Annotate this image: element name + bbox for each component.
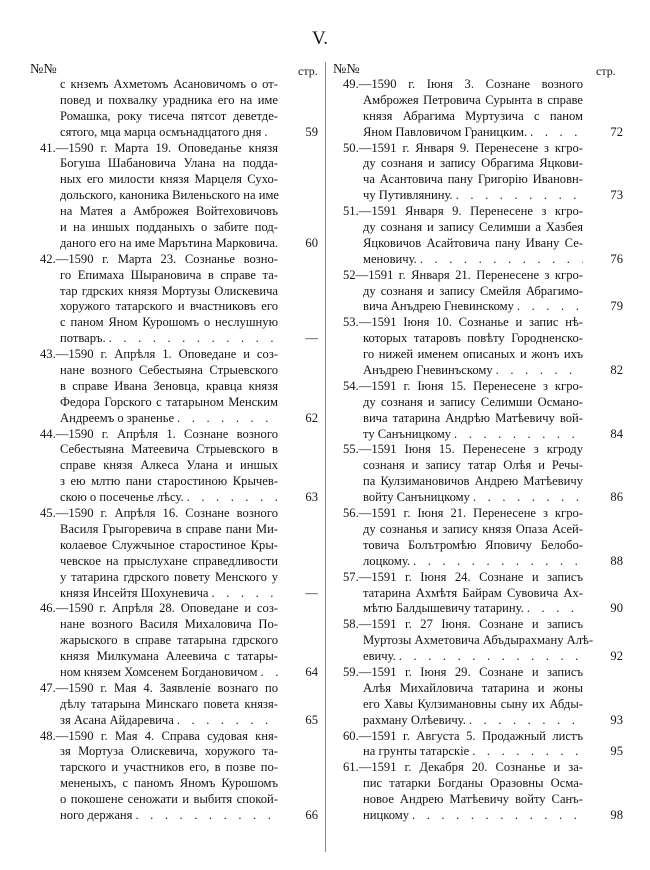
entry-line: хоружого татарского и вчастниковъ его (60, 299, 278, 314)
toc-entry (40, 728, 318, 824)
entry-line: Муртозы Ахметовича Абъдырахману Алѣ- (363, 633, 594, 648)
entry-line: новое Андрею Матѣевичу войту Санъ- (363, 792, 583, 807)
entry-line: чевское на прыслухане справедливости (60, 553, 278, 568)
page-number: 76 (610, 251, 623, 266)
entry-line: 50.—1591 г. Января 9. Перенесене з кгро- (343, 140, 583, 155)
dot-leader (184, 490, 278, 506)
entry-line: Амброжея Петровича Сурынта в справе (363, 92, 583, 107)
entry-line: нане возного Василя Михаловича По- (60, 617, 278, 632)
dot-leader (209, 586, 279, 602)
entry-line: повед и похвалку урадника его на име (60, 92, 278, 107)
toc-entry (40, 77, 318, 141)
entry-line-text: скою о посеченье лѣсу. (60, 490, 184, 505)
entry-line: справе князя Алкеса Улана и иншых (60, 458, 278, 473)
entry-line: жарыского в справе татарына гдрского (60, 633, 278, 648)
entry-line (363, 744, 623, 760)
entry-line: 61.—1591 г. Декабря 20. Сознанье и за- (343, 760, 583, 775)
entry-line: Себестыяна Матеевича Стрыевского в (60, 442, 278, 457)
dot-leader (469, 744, 583, 760)
dot-leader (409, 808, 583, 824)
dot-leader (132, 808, 278, 824)
entry-line: 47.—1590 г. Мая 4. Заявленіе вознаго по (40, 680, 278, 695)
entry-line (363, 601, 623, 617)
entry-line (60, 585, 318, 602)
entry-line: 41.—1590 г. Марта 19. Оповеданье князя (40, 140, 278, 155)
entry-line: ду сознаня и запису Смейля Абрагимо- (363, 283, 583, 298)
entry-line: Богуша Шабановича Улана на подда- (60, 156, 278, 171)
entry-line-text: войту Санъницкому (363, 490, 470, 505)
page-number: 86 (610, 490, 623, 505)
entry-line: ду сознаня и запису Селимши а Хазбея (363, 220, 583, 235)
entry-line (363, 188, 623, 204)
dot-leader (514, 299, 583, 315)
dot-leader (258, 665, 278, 681)
entry-line: Алѣя Михайловича татарина и жоны (363, 680, 583, 695)
entry-line: и на иншых подданыхъ о забите под- (60, 220, 278, 235)
entry-line: 57.—1591 г. Іюня 24. Сознане и записъ (343, 569, 583, 584)
entry-line: дѣлу татарына Минскаго повета князя- (60, 696, 278, 711)
entry-line: его Хавы Кулзимановны сыну их Абды- (363, 696, 583, 711)
entry-line (363, 299, 623, 315)
entry-line-text: чу Путивлянину. (363, 188, 453, 203)
toc-entry (343, 77, 623, 141)
toc-entry (40, 140, 318, 252)
left-column-contents (40, 77, 318, 824)
entry-line: товича Болътромѣю Яповичу Белобо- (363, 537, 583, 552)
entry-line: 42.—1590 г. Марта 23. Сознанье возно- (40, 251, 278, 266)
entry-line: 44.—1590 г. Апрѣля 1. Сознане возного (40, 426, 278, 441)
toc-entry (343, 760, 623, 824)
dot-leader (470, 490, 583, 506)
entry-line: го Епимаха Шырановича в справе та- (60, 267, 278, 282)
page-number: 88 (610, 553, 623, 568)
entry-line: Федора Горского с татарыном Менским (60, 394, 278, 409)
entry-line-text: даного его на име Марътина Марковича. (60, 235, 279, 250)
dot-leader (106, 331, 278, 347)
entry-line (363, 363, 623, 379)
entry-line: ду сознанья и запису князя Опаза Асей- (363, 521, 583, 536)
dot-leader (174, 713, 278, 729)
toc-entry (343, 267, 623, 316)
entry-line: татарина Ахмѣтя Байрам Сувовича Ах- (363, 585, 583, 600)
entry-line: 59.—1591 г. Іюня 29. Сознане и записъ (343, 664, 583, 679)
entry-line: колаевое Служчыное старостиное Кры- (60, 537, 278, 552)
entry-line: 43.—1590 г. Апрѣля 1. Оповедане и соз- (40, 347, 278, 362)
page-number: 82 (610, 363, 623, 378)
column-divider (325, 62, 326, 852)
entry-line: ча Асантовича пану Григорію Ивановн- (363, 172, 583, 187)
entry-line: 60.—1591 г. Августа 5. Продажный листъ (343, 728, 583, 743)
page-number: — (305, 331, 318, 346)
toc-entry (40, 601, 318, 680)
entry-line: Ромашка, року тисеча пятсот деветде- (60, 108, 278, 123)
entry-line: вича татарина Андрѣю Матѣевичу вой- (363, 410, 583, 425)
entry-line-text: меновичу. (363, 251, 417, 266)
entry-line (60, 712, 318, 729)
entry-line-text: Яном Павловичом Границким. (363, 124, 528, 139)
entry-line: з ею млтю пани старостиною Крычев- (60, 474, 278, 489)
dot-leader (396, 649, 583, 665)
entry-line: с кнземъ Ахметомъ Асановичомъ о от- (60, 77, 278, 91)
entry-line-text: ного держаня (60, 807, 133, 822)
entry-line-text: ницкому (363, 807, 410, 822)
entry-line-text: зя Асана Айдаревича (60, 712, 174, 727)
entry-line (363, 649, 623, 665)
entry-line-text: рахману Олѣевичу. (363, 712, 466, 727)
entry-line: сознаня и запису татар Олѣя и Речы- (363, 458, 583, 473)
entry-line: в справе Ивана Зеновца, кравца князя (60, 378, 278, 393)
entry-line: с паном Яном Курошомъ о неслушную (60, 315, 278, 330)
entry-line: 52—1591 г. Января 21. Перенесене з кгро- (343, 267, 583, 282)
entry-line (60, 331, 318, 347)
entry-line: па Кулзимановичов Андрею Матѣевичу (363, 474, 583, 489)
entry-line (363, 553, 623, 570)
entry-line: пис татарки Богданы Оразовны Осма- (363, 776, 583, 791)
entry-line: ных его милости князя Марцеля Сухо- (60, 172, 278, 187)
toc-entry (40, 347, 318, 426)
entry-line: 49.—1590 г. Іюня 3. Сознане возного (343, 77, 583, 91)
entry-line (363, 124, 623, 141)
page-number: 79 (610, 299, 623, 314)
entry-line: 54.—1591 г. Іюня 15. Перенесене з кгро- (343, 378, 583, 393)
toc-entry (40, 426, 318, 506)
dot-leader (493, 363, 583, 379)
entry-line-text: евичу. (363, 649, 396, 664)
entry-line-text: на грунты татарскіе (363, 744, 470, 759)
dot-leader (466, 713, 583, 729)
dot-leader (451, 427, 583, 443)
toc-entry (343, 728, 623, 761)
entry-line (363, 712, 623, 729)
entry-line: князя Абрагима Муртузича с паном (363, 108, 583, 123)
left-page-header: стр. (298, 64, 318, 78)
entry-line (60, 664, 318, 681)
left-number-header: №№ (30, 62, 57, 77)
entry-line-text: мѣтю Балдышевичу татарину. (363, 601, 524, 616)
entry-line (363, 426, 623, 443)
entry-line: го нижей именем описаных и жонъ ихъ (363, 347, 583, 362)
entry-line: которых татаровъ повѣту Городненско- (363, 331, 583, 346)
entry-line: 45.—1590 г. Апрѣля 16. Сознане возного (40, 506, 278, 521)
entry-line-text: вича Анъдрею Гневинскому (363, 299, 514, 314)
page-number: 65 (305, 712, 318, 727)
entry-line (363, 251, 623, 268)
entry-line-text: лоцкому. (363, 553, 411, 568)
entry-line: 55.—1591 Іюня 15. Перенесене з кгроду (343, 442, 583, 457)
dot-leader (174, 411, 278, 427)
entry-line: ду сознаня и запису Селимши Османо- (363, 394, 583, 409)
page-number: 73 (610, 188, 623, 203)
page-number: 92 (610, 649, 623, 664)
entry-line (60, 124, 318, 141)
entry-line (363, 490, 623, 506)
page-folio: V. (312, 28, 329, 49)
toc-entry (343, 140, 623, 205)
page-number: 84 (610, 426, 623, 441)
page-number: 98 (610, 807, 623, 822)
entry-line (60, 235, 318, 252)
toc-entry (343, 378, 623, 443)
entry-line: нане возного Себестыяна Стрыевского (60, 363, 278, 378)
entry-line: 56.—1591 г. Іюня 21. Перенесене з кгро- (343, 506, 583, 521)
page-number: 95 (610, 744, 623, 759)
toc-entry (343, 204, 623, 268)
page-number: 66 (305, 807, 318, 822)
page-number: 62 (305, 410, 318, 425)
entry-line: зя Мортуза Олискевича, хоружого та- (60, 744, 278, 759)
dot-leader (278, 236, 281, 252)
entry-line: у татарина гдрского повету Менского у (60, 569, 278, 584)
entry-line: 53.—1591 Іюня 10. Сознанье и запис нѣ- (343, 315, 583, 330)
entry-line: тарского и участников его, в позве по- (60, 760, 278, 775)
page-number: 60 (305, 235, 318, 250)
page-number: 72 (610, 124, 623, 139)
entry-line-text: сятого, мца марца осмънадцатого дня (60, 124, 262, 139)
entry-line-text: ном князем Хомсенем Богдановичом (60, 664, 258, 679)
toc-entry (343, 617, 623, 665)
entry-line: тар гдрских князя Мортузы Олискевича (60, 283, 278, 298)
entry-line: 46.—1590 г. Апрѣля 28. Оповедане и соз- (40, 601, 278, 616)
toc-entry (343, 442, 623, 506)
toc-entry (343, 569, 623, 618)
page-number: 63 (305, 490, 318, 505)
page-number: 93 (610, 712, 623, 727)
toc-entry (343, 664, 623, 729)
entry-line: 58.—1591 г. 27 Іюня. Сознане и записъ (343, 617, 583, 632)
dot-leader (261, 125, 278, 141)
entry-line: о покошене сеножати и выбитя спокой- (60, 792, 278, 807)
dot-leader (453, 188, 583, 204)
entry-line-text: потваръ. (60, 331, 106, 346)
entry-line: мененыхъ, с паномъ Яномъ Курошомъ (60, 776, 278, 791)
page-number: 59 (305, 124, 318, 139)
page-number: 64 (305, 664, 318, 679)
toc-entry (40, 506, 318, 601)
entry-line (60, 807, 318, 824)
toc-entry (40, 680, 318, 729)
entry-line: 48.—1590 г. Мая 4. Справа судовая кня- (40, 728, 278, 743)
entry-line: 51.—1591 Января 9. Перенесене з кгро- (343, 204, 583, 219)
entry-line: князя Милкумана Алеевича с татары- (60, 649, 278, 664)
entry-line: ду сознаня и запису Обрагима Яцкови- (363, 156, 583, 171)
entry-line-text: князя Инсейтя Шохуневича (60, 585, 209, 600)
toc-entry (343, 315, 623, 379)
right-number-header: №№ (333, 62, 360, 77)
entry-line-text: Андреемъ о зраненье (60, 410, 175, 425)
entry-line-text: Анъдрею Гневинъскому (363, 363, 493, 378)
entry-line (60, 490, 318, 506)
dot-leader (524, 601, 583, 617)
entry-line: на Матея а Амброжея Войтеховичовъ (60, 204, 278, 219)
dot-leader (410, 554, 583, 570)
entry-line: дольского, каноника Виленьского на име (60, 188, 280, 203)
entry-line: Василя Грыгоревича в справе пани Ми- (60, 521, 278, 536)
page-number: 90 (610, 601, 623, 616)
right-page-header: стр. (596, 64, 616, 78)
entry-line: Яцковичов Асайтовича пану Ивану Се- (363, 235, 583, 250)
toc-entry (343, 506, 623, 570)
entry-line-text: ту Санъницкому (363, 426, 452, 441)
right-column-contents (343, 77, 623, 824)
page-number: — (305, 585, 318, 600)
entry-line (363, 807, 623, 824)
entry-line (60, 410, 318, 427)
toc-entry (40, 251, 318, 347)
dot-leader (417, 252, 583, 268)
dot-leader (527, 125, 583, 141)
